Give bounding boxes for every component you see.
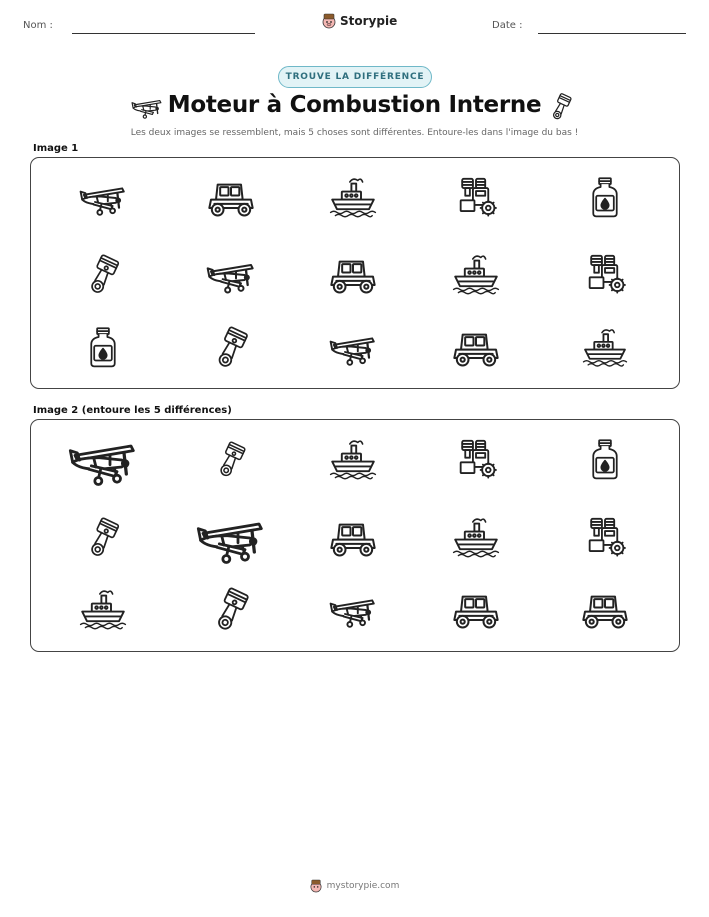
image1-cell-3-4[interactable]: [451, 323, 501, 373]
image2-cell-1-3[interactable]: [329, 436, 377, 484]
image2-cell-1-1[interactable]: [68, 425, 138, 495]
airplane-icon: [329, 586, 377, 634]
image1-cell-2-5[interactable]: [582, 252, 628, 298]
boat-icon: [329, 436, 377, 484]
oil-bottle-icon: [583, 176, 627, 220]
boat-icon: [582, 325, 628, 371]
piston-icon: [82, 254, 124, 296]
image2-cell-1-5[interactable]: [583, 438, 627, 482]
pig-logo-icon: [310, 879, 322, 893]
image2-cell-1-2[interactable]: [212, 441, 250, 479]
image1-cell-3-5[interactable]: [582, 325, 628, 371]
instructions-text: Les deux images se ressemblent, mais 5 choses sont différentes. Entoure-les dans l'image du bas !: [130, 128, 579, 138]
page-title: Moteur à Combustion Interne: [167, 92, 542, 118]
image2-label: Image 2 (entoure les 5 différences): [33, 405, 232, 416]
airplane-icon: [196, 503, 266, 573]
oil-bottle-icon: [583, 438, 627, 482]
oil-bottle-icon: [81, 326, 125, 370]
car-icon: [451, 585, 501, 635]
image1-cell-2-4[interactable]: [452, 251, 500, 299]
image2-cell-2-3[interactable]: [328, 513, 378, 563]
airplane-icon: [206, 250, 256, 300]
image2-cell-3-3[interactable]: [329, 586, 377, 634]
footer-url: mystorypie.com: [326, 881, 400, 891]
brand-name: Storypie: [340, 14, 398, 28]
image2-cell-3-2[interactable]: [208, 587, 254, 633]
image1-cell-2-2[interactable]: [206, 250, 256, 300]
image2-cell-3-5[interactable]: [580, 585, 630, 635]
image1-label: Image 1: [33, 143, 79, 154]
image1-cell-3-1[interactable]: [81, 326, 125, 370]
car-icon: [451, 323, 501, 373]
pig-logo-icon: [322, 13, 336, 29]
airplane-icon: [79, 174, 127, 222]
brand-logo: [322, 13, 397, 29]
image1-cell-1-5[interactable]: [583, 176, 627, 220]
image2-cell-2-2[interactable]: [196, 503, 266, 573]
piston-icon: [548, 92, 574, 122]
engine-icon: [582, 515, 628, 561]
engine-icon: [453, 437, 499, 483]
name-label: Nom :: [23, 20, 53, 31]
piston-icon: [209, 326, 253, 370]
image2-cell-1-4[interactable]: [453, 437, 499, 483]
boat-icon: [452, 251, 500, 299]
piston-icon: [212, 441, 250, 479]
image1-cell-1-4[interactable]: [453, 175, 499, 221]
image2-cell-3-4[interactable]: [451, 585, 501, 635]
image1-cell-2-3[interactable]: [328, 250, 378, 300]
image2-cell-2-5[interactable]: [582, 515, 628, 561]
airplane-icon: [68, 425, 138, 495]
image2-cell-2-4[interactable]: [452, 514, 500, 562]
image1-cell-1-1[interactable]: [79, 174, 127, 222]
activity-badge: TROUVE LA DIFFÉRENCE: [278, 66, 432, 88]
date-line[interactable]: [538, 33, 686, 34]
image2-cell-3-1[interactable]: [79, 586, 127, 634]
image1-cell-3-3[interactable]: [329, 324, 377, 372]
name-line[interactable]: [72, 33, 255, 34]
image2-panel[interactable]: [30, 419, 680, 652]
piston-icon: [208, 587, 254, 633]
engine-icon: [582, 252, 628, 298]
footer: [0, 879, 709, 893]
image1-cell-1-2[interactable]: [206, 173, 256, 223]
airplane-icon: [329, 324, 377, 372]
boat-icon: [452, 514, 500, 562]
date-label: Date :: [492, 20, 523, 31]
image1-cell-2-1[interactable]: [82, 254, 124, 296]
image1-cell-1-3[interactable]: [329, 174, 377, 222]
image1-cell-3-2[interactable]: [209, 326, 253, 370]
image2-cell-2-1[interactable]: [82, 517, 124, 559]
piston-icon: [82, 517, 124, 559]
car-icon: [328, 513, 378, 563]
boat-icon: [329, 174, 377, 222]
engine-icon: [453, 175, 499, 221]
car-icon: [328, 250, 378, 300]
car-icon: [206, 173, 256, 223]
image1-panel[interactable]: [30, 157, 680, 389]
car-icon: [580, 585, 630, 635]
boat-icon: [79, 586, 127, 634]
